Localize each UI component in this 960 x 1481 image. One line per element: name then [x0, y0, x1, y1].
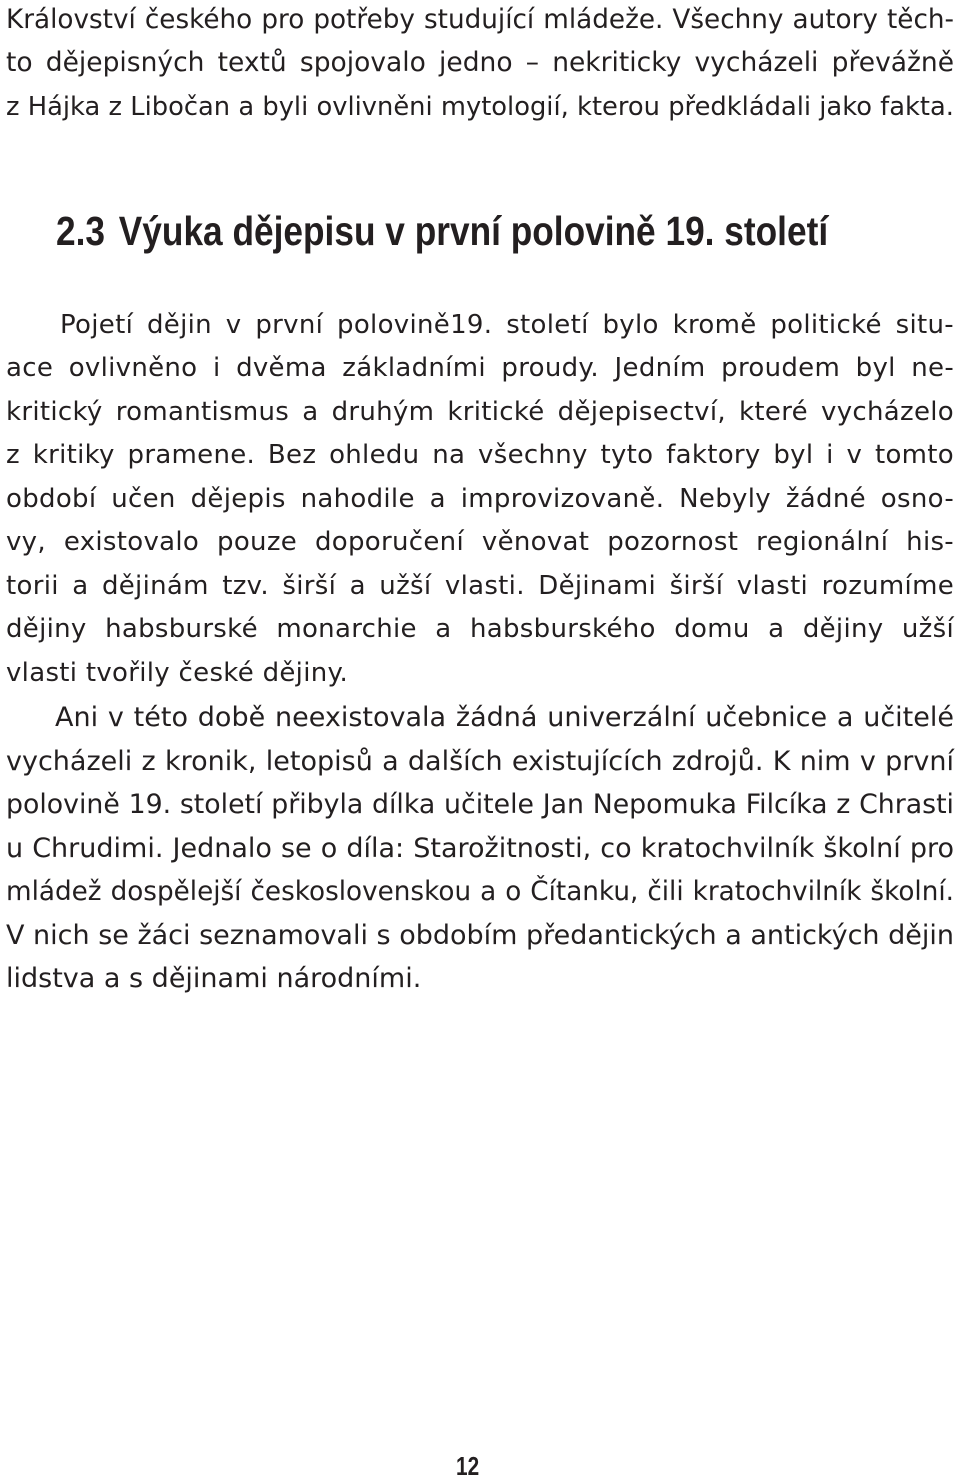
- text-line: polovině 19. století přibyla dílka učitele Jan Nepomuka Filcíka z Chrasti: [6, 789, 954, 820]
- text-line: ace ovlivněno i dvěma základními proudy. Jedním proudem byl ne-: [6, 353, 954, 383]
- page-number: 12: [456, 1451, 480, 1481]
- section-heading: [56, 205, 828, 257]
- text-line: Ani v této době neexistovala žádná univerzální učebnice a učitelé: [55, 702, 954, 733]
- text-line: vycházeli z kronik, letopisů a dalších existujících zdrojů. K nim v první: [6, 746, 954, 777]
- text-line: lidstva a s dějinami národními.: [6, 963, 422, 994]
- text-line: torii a dějinám tzv. širší a užší vlasti. Dějinami širší vlasti rozumíme: [6, 571, 954, 601]
- text-line: V nich se žáci seznamovali s obdobím předantických a antických dějin: [6, 920, 954, 951]
- section-number: 2.3: [56, 208, 106, 254]
- text-line: vlasti tvořily české dějiny.: [6, 658, 349, 688]
- text-line: to dějepisných textů spojovalo jedno – nekriticky vycházeli převážně: [6, 47, 954, 78]
- text-line: mládež dospělejší československou a o Čítanku, čili kratochvilník školní.: [6, 877, 954, 907]
- text-line: z kritiky pramene. Bez ohledu na všechny tyto faktory byl i v tomto: [6, 440, 954, 470]
- text-line: období učen dějepis nahodile a improvizovaně. Nebyly žádné osno-: [6, 484, 954, 514]
- text-line: dějiny habsburské monarchie a habsburského domu a dějiny užší: [6, 614, 954, 644]
- text-line: u Chrudimi. Jednalo se o díla: Starožitnosti, co kratochvilník školní pro: [6, 833, 954, 864]
- text-line: Království českého pro potřeby studující mládeže. Všechny autory těch-: [6, 5, 954, 35]
- section-title: Výuka dějepisu v první polovině 19. století: [118, 208, 829, 254]
- text-line: kritický romantismus a druhým kritické dějepisectví, které vycházelo: [6, 397, 954, 427]
- text-line: z Hájka z Libočan a byli ovlivněni mytologií, kterou předkládali jako fakta.: [6, 92, 954, 122]
- text-line: Pojetí dějin v první polovině19. století bylo kromě politické situ-: [60, 310, 954, 340]
- text-line: vy, existovalo pouze doporučení věnovat pozornost regionální his-: [6, 527, 954, 557]
